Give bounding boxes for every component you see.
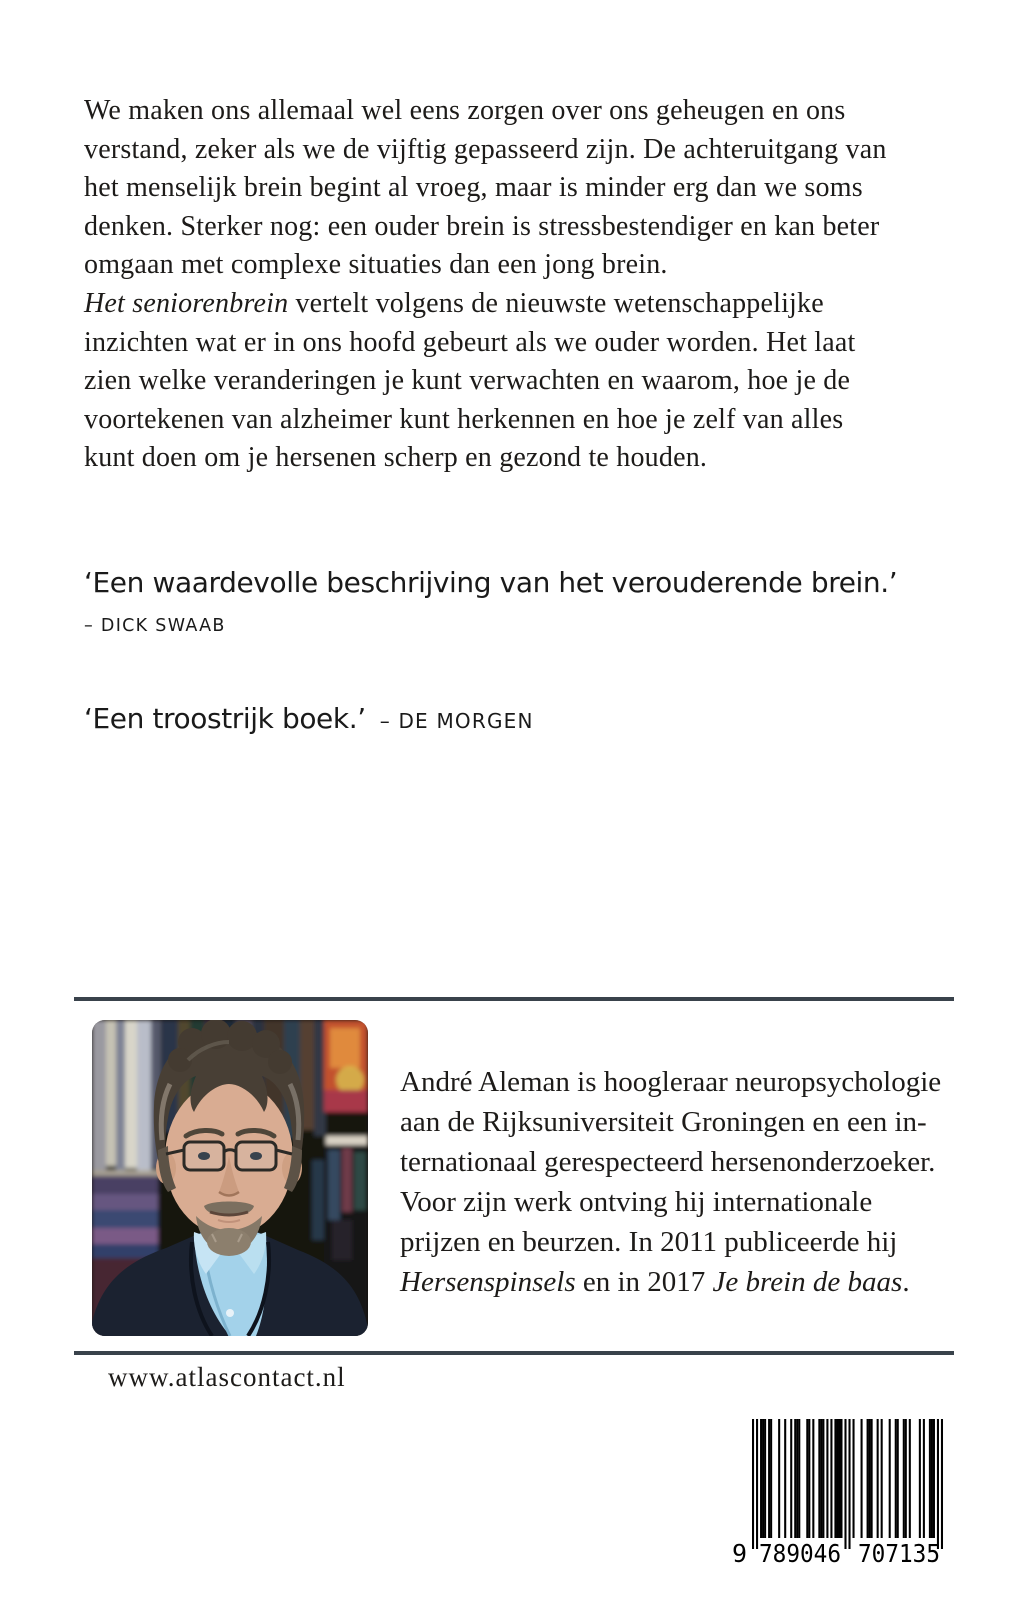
text-line: aan de Rijksuniversiteit Groningen en een in- <box>400 1106 927 1138</box>
barcode-bars <box>752 1419 943 1549</box>
synopsis <box>84 92 887 478</box>
author-photo <box>92 1020 368 1336</box>
text-line: André Aleman is hoogleraar neuropsychologie <box>400 1066 942 1098</box>
text-line: ternationaal gerespecteerd hersenonderzoeker. <box>400 1146 936 1178</box>
quote-text: ‘Een troostrijk boek.’ <box>84 702 366 735</box>
text-line <box>84 285 887 324</box>
text-line: voortekenen van alzheimer kunt herkennen en hoe je zelf van alles <box>84 403 844 435</box>
text-line: zien welke veranderingen je kunt verwachten en waarom, hoe je de <box>84 365 851 397</box>
quote-text: ‘Een waardevolle beschrijving van het verouderende brein.’ <box>84 566 898 599</box>
text-line: denken. Sterker nog: een ouder brein is stressbestendiger en kan beter <box>84 210 880 242</box>
review-quote-dick-swaab <box>84 566 897 637</box>
synopsis-paragraph-1 <box>84 92 887 285</box>
text-line: Voor zijn werk ontving hij internationale <box>400 1186 873 1218</box>
text: en in 2017 <box>575 1266 713 1298</box>
text-line: inzichten wat er in ons hoofd gebeurt als we ouder worden. Het laat <box>84 326 856 358</box>
quote-attribution: – DICK SWAAB <box>84 616 226 636</box>
author-bio <box>400 1062 941 1302</box>
text-line: omgaan met complexe situaties dan een jong brein. <box>84 249 668 281</box>
quote-attribution: – DE MORGEN <box>379 709 534 733</box>
italic-text: Het seniorenbrein <box>84 287 289 319</box>
barcode-digits-right: 707135 <box>858 1539 940 1566</box>
text-line <box>400 1262 941 1302</box>
synopsis-paragraph-2 <box>84 285 887 478</box>
barcode-digit-prefix: 9 <box>731 1539 747 1566</box>
text: vertelt volgens de nieuwste wetenschappelijke <box>288 287 824 319</box>
italic-text: Hersenspinsels <box>400 1266 576 1298</box>
divider-top <box>74 997 954 1001</box>
divider-bottom <box>74 1351 954 1355</box>
text-line: We maken ons allemaal wel eens zorgen over ons geheugen en ons <box>84 95 846 126</box>
text-line: verstand, zeker als we de vijftig gepasseerd zijn. De achteruitgang van <box>84 133 887 165</box>
author-portrait-illustration <box>92 1020 368 1336</box>
text-line: prijzen en beurzen. In 2011 publiceerde hij <box>400 1226 898 1258</box>
barcode-digits-left: 789046 <box>759 1539 841 1566</box>
barcode-digits <box>732 1539 940 1566</box>
publisher-website: www.atlascontact.nl <box>108 1362 346 1392</box>
text: . <box>902 1266 910 1298</box>
text-line: kunt doen om je hersenen scherp en gezond te houden. <box>84 442 708 474</box>
text-line: het menselijk brein begint al vroeg, maar is minder erg dan we soms <box>84 172 863 204</box>
italic-text: Je brein de baas <box>712 1266 903 1298</box>
review-quote-de-morgen <box>84 702 534 736</box>
isbn-barcode <box>712 1414 952 1566</box>
